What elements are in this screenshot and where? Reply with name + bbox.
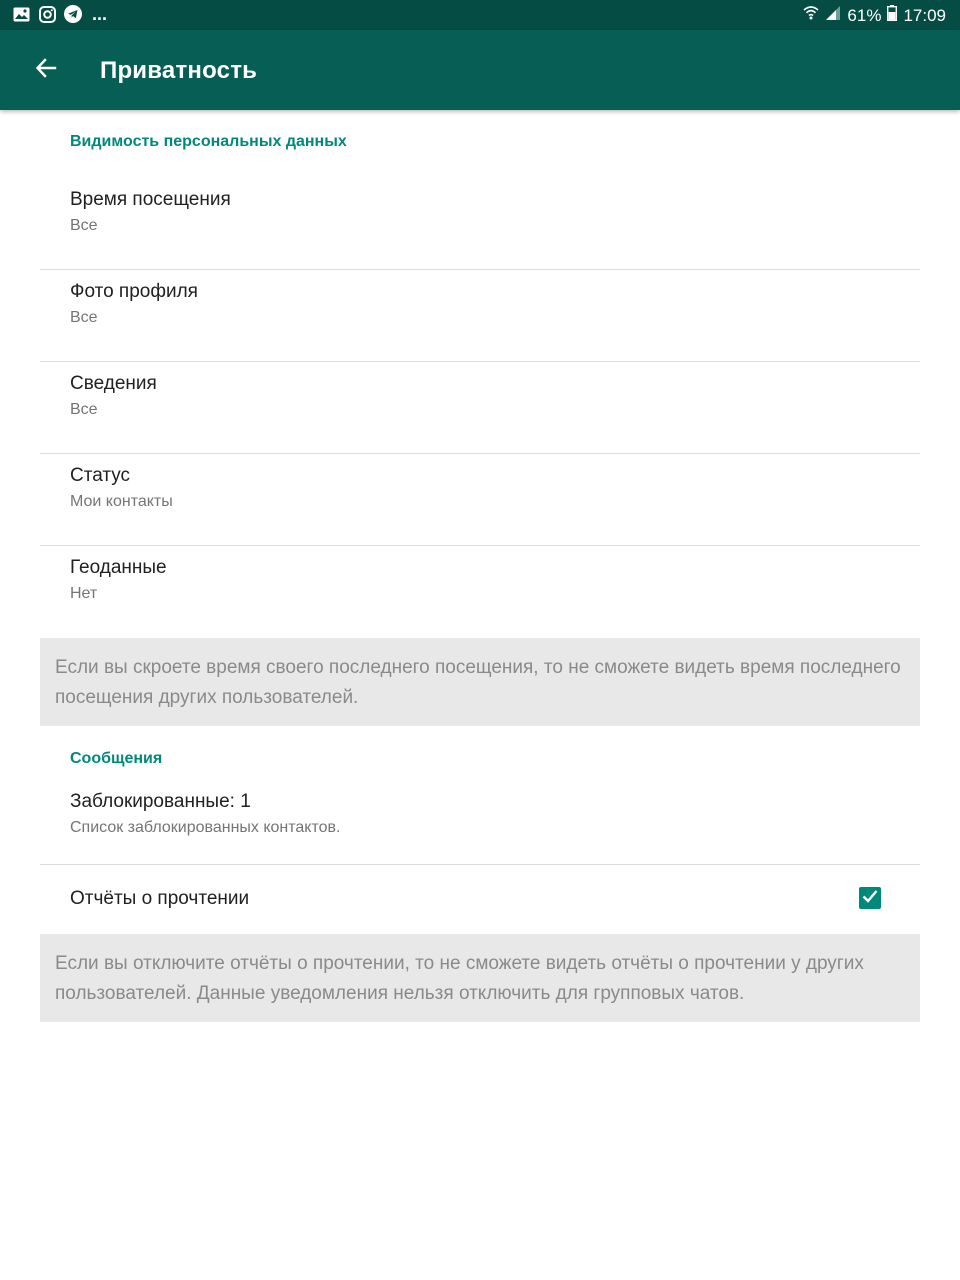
setting-blocked-contacts[interactable] — [40, 791, 920, 865]
setting-title: Время посещения — [70, 189, 231, 210]
section-header-messages: Сообщения — [70, 750, 163, 767]
setting-status[interactable] — [40, 454, 920, 546]
status-bar-system — [803, 5, 946, 26]
setting-title: Отчёты о прочтении — [70, 888, 250, 909]
clock: 17:09 — [903, 5, 946, 25]
setting-value: Нет — [70, 585, 98, 602]
setting-location[interactable] — [40, 546, 920, 638]
check-icon — [862, 889, 878, 908]
setting-last-seen[interactable] — [40, 178, 920, 270]
setting-title: Заблокированные: 1 — [70, 791, 251, 812]
status-bar — [0, 0, 960, 30]
signal-icon — [825, 5, 841, 26]
setting-profile-photo[interactable] — [40, 270, 920, 362]
section-header-personal-data: Видимость персональных данных — [70, 133, 347, 150]
setting-title: Фото профиля — [70, 281, 198, 302]
setting-read-receipts[interactable] — [40, 865, 920, 934]
wifi-icon — [803, 5, 819, 26]
setting-title: Сведения — [70, 373, 157, 394]
telegram-icon — [64, 5, 82, 23]
arrow-back-icon — [35, 57, 57, 84]
more-notifications: ... — [92, 4, 108, 24]
app-bar — [0, 30, 960, 110]
page-title: Приватность — [100, 57, 258, 84]
battery-icon — [887, 5, 897, 26]
battery-percent: 61% — [847, 5, 882, 25]
gallery-icon — [12, 5, 30, 23]
instagram-icon — [38, 5, 56, 23]
setting-value: Все — [70, 217, 98, 234]
setting-subtitle: Список заблокированных контактов. — [70, 819, 341, 836]
setting-about[interactable] — [40, 362, 920, 454]
setting-value: Все — [70, 309, 98, 326]
setting-value: Мои контакты — [70, 493, 173, 510]
back-button[interactable] — [24, 48, 68, 92]
setting-title: Статус — [70, 465, 131, 486]
read-receipts-info-note: Если вы отключите отчёты о прочтении, то не сможете видеть отчёты о прочтении у других пользователей. Данные уведомления нельзя отключить для групповых чатов. — [40, 934, 920, 1022]
setting-value: Все — [70, 401, 98, 418]
last-seen-info-note: Если вы скроете время своего последнего посещения, то не сможете видеть время последнего посещения других пользователей. — [40, 638, 920, 726]
read-receipts-checkbox[interactable] — [859, 887, 881, 909]
privacy-settings-list — [40, 110, 920, 1022]
setting-title: Геоданные — [70, 557, 167, 578]
status-bar-notifications — [12, 5, 107, 23]
